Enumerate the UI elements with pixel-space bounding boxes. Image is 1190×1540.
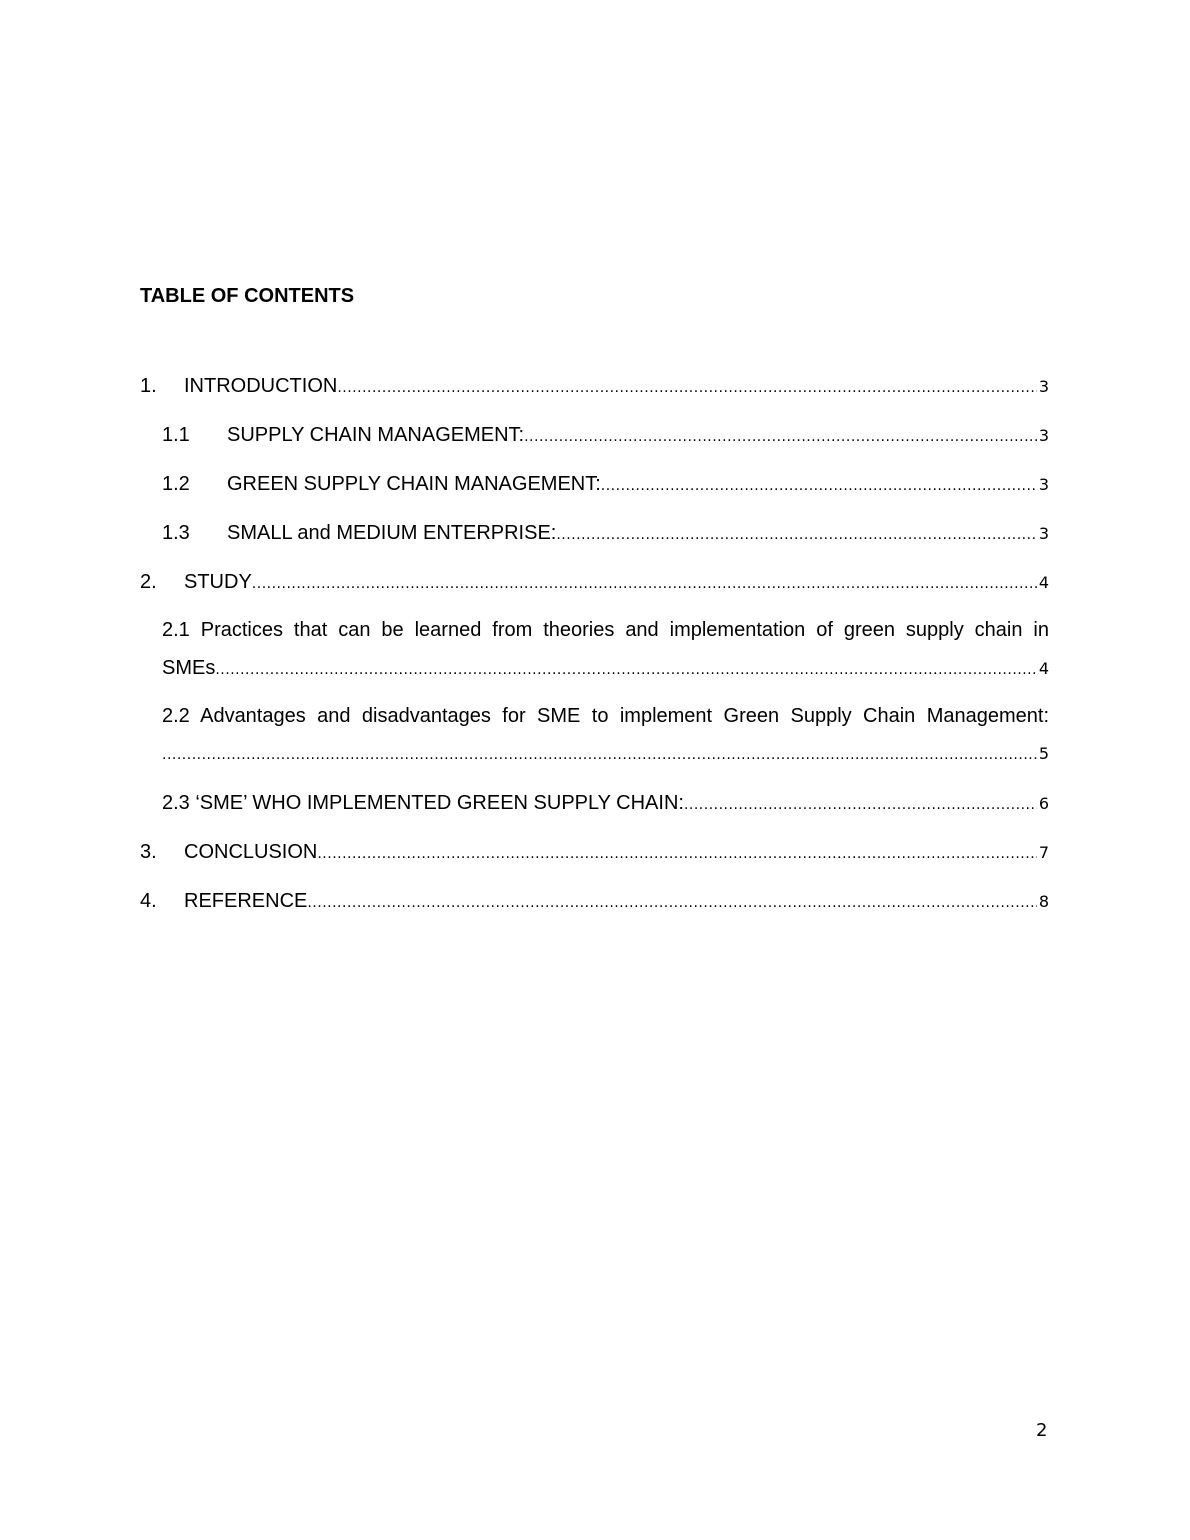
toc-entry-title-line2: SMEs [162, 657, 216, 679]
toc-entry-number: 1. [140, 375, 157, 397]
toc-entry-small-medium-enterprise[interactable] [162, 520, 1049, 546]
toc-entry-green-supply-chain-management[interactable] [162, 471, 1049, 497]
toc-entry-number: 3. [140, 841, 157, 863]
dot-leader [307, 890, 1036, 914]
toc-entry-number: 1.1 [162, 424, 190, 446]
dot-leader [556, 522, 1036, 546]
toc-entry-page: 4 [1038, 573, 1049, 592]
toc-entry-page: 4 [1038, 659, 1049, 678]
toc-entry-number: 1.3 [162, 522, 190, 544]
toc-entry-title: REFERENCE [184, 890, 308, 912]
toc-entry-page: 3 [1038, 426, 1049, 445]
dot-leader [252, 571, 1037, 595]
page-number: 2 [1036, 1420, 1048, 1441]
toc-entry-title: SMALL and MEDIUM ENTERPRISE: [227, 522, 557, 544]
page-title: TABLE OF CONTENTS [140, 285, 355, 307]
toc-entry-title: 2.3 ‘SME’ WHO IMPLEMENTED GREEN SUPPLY CHAIN: [162, 792, 684, 814]
toc-entry-page: 6 [1038, 794, 1049, 813]
toc-entry-number: 4. [140, 890, 157, 912]
toc-entry-page: 3 [1038, 377, 1049, 396]
dot-leader [524, 424, 1037, 448]
toc-entry-title: INTRODUCTION [184, 375, 338, 397]
dot-leader [215, 657, 1036, 681]
toc-entry-page: 8 [1038, 892, 1049, 911]
dot-leader [162, 742, 1037, 767]
dot-leader [684, 792, 1037, 816]
toc-entry-title: CONCLUSION [184, 841, 318, 863]
toc-entry-conclusion[interactable] [140, 839, 1049, 865]
toc-entry-supply-chain-management[interactable] [162, 422, 1049, 448]
toc-entry-title: STUDY [184, 571, 252, 593]
toc-entry-line2 [162, 655, 1049, 681]
toc-entry-title: GREEN SUPPLY CHAIN MANAGEMENT: [227, 473, 601, 495]
toc-entry-page: 3 [1038, 524, 1049, 543]
toc-entry-line2 [162, 741, 1049, 767]
toc-entry-study[interactable] [140, 569, 1049, 595]
toc-entry-number: 2. [140, 571, 157, 593]
dot-leader [601, 473, 1037, 497]
toc-entry-number: 1.2 [162, 473, 190, 495]
toc-entry-title-line1: 2.1 Practices that can be learned from theories and implementation of green supply chain in [162, 619, 1049, 641]
toc-entry-page: 3 [1038, 475, 1049, 494]
toc-entry-title: SUPPLY CHAIN MANAGEMENT: [227, 424, 525, 446]
dot-leader [337, 375, 1036, 399]
toc-entry-title-line1: 2.2 Advantages and disadvantages for SME to implement Green Supply Chain Management: [162, 705, 1049, 727]
toc-entry-page: 7 [1038, 843, 1049, 862]
toc-entry-introduction[interactable] [140, 373, 1049, 399]
toc-entry-sme-implemented[interactable] [162, 790, 1049, 816]
toc-entry-page: 5 [1038, 744, 1049, 763]
dot-leader [317, 841, 1036, 865]
toc-entry-reference[interactable] [140, 888, 1049, 914]
